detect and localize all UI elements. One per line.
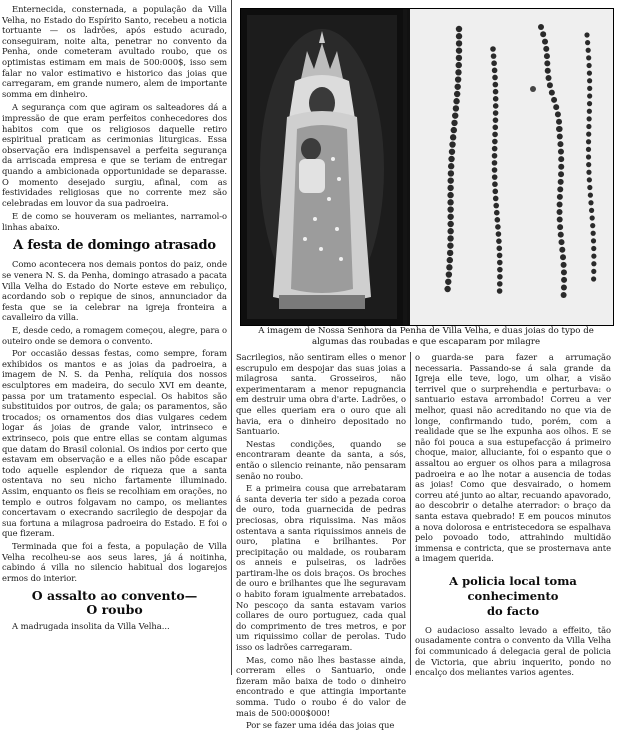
middle-paragraph: Sacrilegios, não sentiram elles o menor escrupulo em despojar das suas joias a milagrosa santa. Grosseiros, não experimentaram a menor repugnancia em destruir uma obra d'arte. Ladrões, o que elles queriam era o ouro que ali havia, era o dinheiro depositado no Santuario. [236, 352, 406, 437]
festa-paragraph: Como acontecera nos demais pontos do paiz, onde se venera N. S. da Penha, domingo atrasado a pacata Villa Velha do Estado do Norte esteve em rebuliço, acordando sob o repique de sinos, annunciador da festa que se ia celebrar na igreja fronteira a cavalleiro da villa. [2, 259, 227, 323]
chain-bead [447, 228, 453, 234]
chain-bead [538, 24, 544, 30]
chain-bead [555, 111, 561, 117]
chain-bead [542, 39, 548, 45]
chain-bead [588, 200, 593, 205]
chain-bead [492, 189, 498, 195]
chain-bead [495, 217, 501, 223]
chain-bead [591, 261, 596, 266]
chain-bead [586, 124, 591, 129]
chain-bead [556, 119, 562, 125]
chain-bead [587, 177, 592, 182]
chain-bead [447, 235, 453, 241]
chain-bead [591, 269, 596, 274]
heading-policia-line2: conhecimento [467, 588, 559, 603]
middle-paragraph: Por se fazer uma idéa das joias que [246, 720, 395, 731]
chain-bead [557, 186, 563, 192]
chain-bead [490, 46, 496, 52]
chain-bead [491, 53, 497, 59]
chain-bead [497, 253, 503, 259]
chain-bead [447, 199, 453, 205]
chain-bead [497, 281, 503, 287]
chain-bead [497, 260, 503, 266]
chain-bead [494, 210, 500, 216]
chain-bead [492, 146, 498, 152]
chain-bead [448, 156, 454, 162]
chain-bead [559, 247, 565, 253]
chain-bead [453, 98, 459, 104]
chain-bead [558, 149, 564, 155]
chain-bead [587, 86, 592, 91]
chain-bead [447, 214, 453, 220]
festa-paragraph: Terminada que foi a festa, a população de Villa Velha recolheu-se aos seus lares, já á noitinha, cabindo á villa no silencio habitual dos logarejos ermos do interior. [2, 540, 227, 583]
chain-bead [456, 47, 462, 53]
chain-bead [586, 170, 591, 175]
chain-bead [558, 232, 564, 238]
chain-bead [586, 55, 591, 60]
chain-bead [544, 60, 550, 66]
chain-bead [495, 224, 501, 230]
chain-bead [556, 126, 562, 132]
chain-bead [497, 288, 503, 294]
chain-bead [456, 55, 462, 61]
intro-paragraph: E de como se houveram os meliantes, narramol-o linhas abaixo. [2, 211, 227, 232]
chain-bead [456, 33, 462, 39]
chain-bead [557, 209, 563, 215]
chain-bead [492, 68, 498, 74]
chain-bead [587, 101, 592, 106]
chain-bead [452, 112, 458, 118]
chain-bead [586, 139, 591, 144]
chain-bead [561, 284, 567, 290]
chain-bead [558, 171, 564, 177]
chain-bead [447, 250, 453, 256]
chain-bead [449, 141, 455, 147]
chain-bead [589, 208, 594, 213]
chain-bead [454, 91, 460, 97]
chain-bead [493, 96, 499, 102]
chain-bead [447, 185, 453, 191]
chain-bead [553, 104, 559, 110]
chain-bead [492, 181, 498, 187]
chain-bead [492, 75, 498, 81]
chain-bead [492, 167, 498, 173]
chain-bead [493, 89, 499, 95]
middle-paragraph: Mas, como não lhes bastasse ainda, correram elles o Santuario, onde fizeram mão baixa de todo o dinheiro encontrado e que attingia importante somma. Tudo o roubo é do valor de mais de 500:000$000! [236, 654, 406, 718]
chain-bead [557, 194, 563, 200]
right-paragraph: o guarda-se para fazer a arrumação necessaria. Passando-se á sala grande da Igreja elle teve, logo, um olhar, a visão terrivel que o surprehendia e perturbava: o santuario estava arrombado! Correu a ver melhor, quasi não acreditando no que via de longe, confirmando tudo, porém, com a realidade que se lhe expunha aos olhos. E se não foi pouca a sua estupefacção á primeiro choque, maior, alluciante, foi o espanto que o assaltou ao erguer os olhos para a milagrosa padroeira e ao lhe notar a ausencia de todas as joias! Como que desvairado, o homem correu até junto ao altar, recuando apavorado, ao descobrir o detalhe aterrador: o braço da santa estava quebrado! E em poucos minutos a nova dolorosa e entristecedora se espalhava pelo povoado todo, attrahindo multidão immensa e contricta, que se prosternava ante a imagem querida. [415, 352, 611, 564]
chain-bead [557, 201, 563, 207]
chain-bead [493, 110, 499, 116]
chain-bead [587, 63, 592, 68]
heading-policia [415, 574, 611, 619]
festa-paragraph: E, desde cedo, a romagem começou, alegre, para o outeiro onde se demora o convento. [2, 325, 227, 346]
chain-bead [447, 221, 453, 227]
pendant [530, 86, 536, 92]
chain-bead [560, 254, 566, 260]
column-rule [410, 352, 411, 675]
chain-bead [586, 132, 591, 137]
chain-bead [493, 82, 499, 88]
chain-bead [447, 206, 453, 212]
middle-paragraph: E a primeira cousa que arrebataram á santa deveria ter sido a pezada coroa de ouro, toda guarnecida de pedras preciosas, obra riquissima. Nas mãos ostentava a santa riquissimos anneis de ouro, platina e brilhantes. Por precipitação ou maldade, os roubaram os anneis e pulseiras, os ladrões partiram-lhe os dois braços. Os broches de ouro e brilhantes que lhe seguravam o habito foram igualmente arrebatados. No pescoço da santa estavam varios collares de ouro portuguez, cada qual do comprimento de tres metros, e por um riquissimo collar de perolas. Tudo isso os ladrões carregaram. [236, 483, 406, 653]
chain-bead [448, 177, 454, 183]
chain-bead [561, 277, 567, 283]
chain-bead [491, 60, 497, 66]
chain-bead [557, 217, 563, 223]
chain-bead [456, 40, 462, 46]
chain-bead [493, 203, 499, 209]
chain-bead [587, 78, 592, 83]
chain-bead [453, 105, 459, 111]
chain-bead [493, 103, 499, 109]
chain-bead [450, 134, 456, 140]
right-column [415, 352, 611, 678]
photograph [240, 8, 614, 326]
chain-bead [496, 238, 502, 244]
chain-bead [449, 149, 455, 155]
column-rule [231, 0, 232, 675]
chain-bead [587, 71, 592, 76]
chain-bead [447, 257, 453, 263]
chain-bead [546, 75, 552, 81]
chain-bead [447, 192, 453, 198]
chain-bead [584, 32, 589, 37]
chain-bead [447, 242, 453, 248]
chain-bead [558, 156, 564, 162]
chain-bead [496, 231, 502, 237]
chain-bead [544, 53, 550, 59]
chain-bead [591, 254, 596, 259]
chain-bead [493, 117, 499, 123]
chain-bead [492, 139, 498, 145]
chain-bead [493, 196, 499, 202]
chain-bead [590, 223, 595, 228]
chain-bead [586, 154, 591, 159]
chain-bead [445, 279, 451, 285]
festa-paragraph: Por occasião dessas festas, como sempre, foram exhibidos os mantos e as joias da padroeira, a imagem de N. S. da Penha, relíquia dos nossos esculptores em madeira, do seculo XVI em deante, passa por um tratamento especial. Os habitos são substituidos por outros, de gala; os paramentos, são trocados; os ornamentos dos dias vulgares cedem logar ás joias de grande valor, intrinseco e extrinseco, pois que entre ellas se contam algumas que datam do Brasil colonial. Os indios por certo que estavam em observação e a elles não pôde escapar todo aquelle esplendor de riqueza que a santa ostentava no seu nicho fartamente illuminado. Assim, enquanto os fieis se recolhiam em orações, no templo e outros folgavam no campo, os meliantes concertavam o execrando sacrilegio de despojar da sua fortuna a milagrosa padroeira do Estado. E foi o que fizeram. [2, 348, 227, 539]
chain-bead [557, 224, 563, 230]
middle-paragraph: Nestas condições, quando se encontraram deante da santa, a sós, então o silencio reinante, não pensaram senão no roubo. [236, 438, 406, 481]
chain-bead [587, 185, 592, 190]
chain-bead [497, 274, 503, 280]
chain-bead [551, 97, 557, 103]
middle-column [236, 352, 406, 731]
chain-bead [591, 231, 596, 236]
chain-bead [586, 48, 591, 53]
chain-bead [448, 163, 454, 169]
chain-bead [591, 246, 596, 251]
heading-policia-line1: A policia local toma [449, 573, 577, 588]
heading-assalto-line2: O roubo [86, 602, 143, 618]
chain-bead [588, 193, 593, 198]
chain-bead [451, 127, 457, 133]
chain-bead [558, 179, 564, 185]
chain-bead [561, 262, 567, 268]
chain-bead [455, 69, 461, 75]
chain-bead [591, 238, 596, 243]
heading-policia-line3: do facto [486, 603, 540, 618]
chain-bead [561, 269, 567, 275]
chain-bead [587, 93, 592, 98]
chain-bead [543, 46, 549, 52]
chain-bead [492, 132, 498, 138]
chain-bead [456, 62, 462, 68]
chain-bead [496, 245, 502, 251]
chain-bead [492, 160, 498, 166]
chain-bead [456, 26, 462, 32]
policia-paragraph: O audacioso assalto levado a effeito, tão ousadamente contra o convento da Villa Velha foi communicado á delegacia geral de policia de Victoria, que abriu inquerito, pondo no encalço dos meliantes varios agentes. [415, 624, 611, 678]
chain-bead [547, 82, 553, 88]
chain-bead [549, 90, 555, 96]
chain-bead [586, 162, 591, 167]
heading-assalto-line1: O assalto ao convento— [31, 588, 198, 604]
chain-bead [591, 276, 596, 281]
intro-paragraph: A segurança com que agiram os salteadores dá a impressão de que eram perfeitos conhecedores dos habitos com que os religiosos daquelle retiro espiritual praticam as cerimonias liturgicas. Essa observação era indispensavel a perfeita segurança da arriscada empresa e que se teriam de entregar quando a ambicionada opportunidade se deparasse. O momento desejado surgiu, afinal, com as festividades religiosas que no corrente mez são celebradas em louvor da sua padroeira. [2, 102, 227, 208]
chain-bead [558, 164, 564, 170]
chain-bead [586, 147, 591, 152]
bottom-line: A madrugada insolita da Villa Velha... [12, 621, 170, 632]
chain-bead [557, 134, 563, 140]
chain-bead [448, 170, 454, 176]
left-column [2, 0, 227, 632]
chain-bead [545, 68, 551, 74]
chain-bead [451, 120, 457, 126]
chain-bead [454, 84, 460, 90]
heading-assalto [2, 589, 227, 617]
chain-bead [492, 174, 498, 180]
chain-bead [590, 215, 595, 220]
photo-caption: A imagem de Nossa Senhora da Penha de Villa Velha, e duas joias do typo de algumas das roubadas e que escaparam por milagre [258, 326, 594, 347]
chain-bead [587, 116, 592, 121]
chain-bead [585, 40, 590, 45]
photo-image [241, 9, 613, 325]
chain-bead [446, 271, 452, 277]
chain-bead [492, 153, 498, 159]
heading-festa: A festa de domingo atrasado [13, 238, 216, 254]
chain-bead [455, 76, 461, 82]
chain-bead [561, 292, 567, 298]
chain-bead [559, 239, 565, 245]
chain-bead [444, 286, 450, 292]
chain-bead [557, 141, 563, 147]
chain-bead [446, 264, 452, 270]
intro-paragraph: Enternecida, consternada, a população da Villa Velha, no Estado do Espírito Santo, recebeu a noticia tortuante — os ladrões, após estudo acurado, conseguiram, noite alta, penetrar no convento da Penha, onde cometeram avultado roubo, que os optimistas estimam em mais de 500:000$, isso sem falar no valor estimativo e historico das joias que carregaram, em grande numero, alem de importante somma em dinheiro. [2, 4, 227, 99]
chain-bead [492, 124, 498, 130]
chain-bead [497, 267, 503, 273]
chain-bead [540, 31, 546, 37]
chain-bead [587, 109, 592, 114]
